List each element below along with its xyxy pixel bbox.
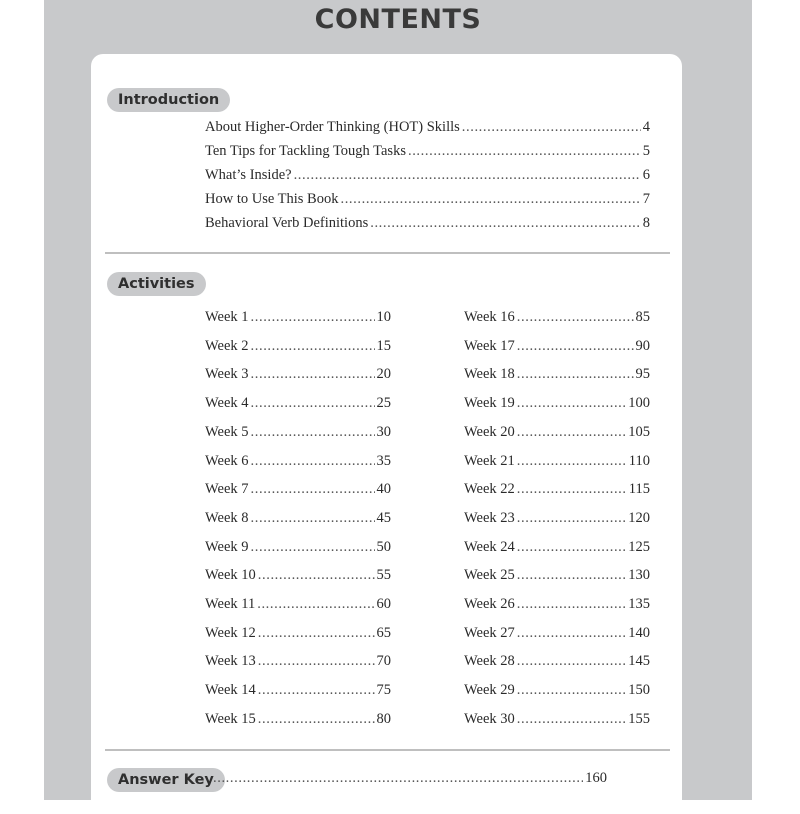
toc-entry-label: Week 1 [205,309,249,325]
dot-leader [517,682,626,699]
dot-leader [517,309,634,326]
toc-page-number: 6 [642,167,650,183]
toc-entry-week[interactable] [464,625,650,647]
toc-entry-label: Week 15 [205,710,256,727]
introduction-heading: Introduction [107,88,230,112]
dot-leader [251,539,375,556]
toc-entry-label: Week 19 [464,395,515,412]
dot-leader [294,167,641,184]
toc-page-number: 110 [628,452,650,469]
section-divider [105,749,670,751]
section-divider [105,252,670,254]
dot-leader [517,539,626,556]
toc-entry-label: Week 22 [464,481,515,498]
dot-leader [258,711,375,728]
toc-page-number: 40 [376,481,391,498]
dot-leader [251,366,375,383]
toc-entry-label: Week 7 [205,481,249,498]
answer-key-heading: Answer Key [107,768,225,792]
toc-page-number: 130 [628,567,650,584]
toc-page-number: 30 [376,423,391,440]
toc-entry-label: Week 4 [205,395,249,412]
toc-entry-week[interactable] [464,481,650,503]
toc-entry-label: About Higher-Order Thinking (HOT) Skills [205,119,460,135]
toc-entry-week[interactable] [205,453,391,475]
dot-leader [462,119,641,136]
dot-leader [517,366,634,383]
toc-entry-week[interactable] [464,309,650,331]
toc-entry-label: What’s Inside? [205,167,292,183]
toc-entry-label: Week 26 [464,596,515,612]
toc-page-number: 100 [628,395,650,412]
toc-page-number: 60 [376,596,391,612]
toc-entry-label: Week 29 [464,682,515,699]
toc-entry-label: Week 30 [464,710,515,727]
toc-entry-label: Week 16 [464,309,515,325]
toc-entry-label: Week 9 [205,538,249,555]
toc-page-number: 155 [628,710,650,727]
toc-page-number: 45 [376,509,391,526]
toc-page-number: 125 [628,538,650,555]
toc-entry-week[interactable] [205,539,391,561]
dot-leader [517,596,626,613]
dot-leader [251,424,375,441]
toc-entry-week[interactable] [464,711,650,733]
toc-entry-label: Behavioral Verb Definitions [205,215,369,231]
toc-entry-label: Week 25 [464,567,515,584]
dot-leader [517,653,626,670]
contents-card [91,54,682,814]
toc-page-number: 105 [628,423,650,440]
toc-page-number: 8 [642,215,650,231]
toc-entry-label: Week 17 [464,337,515,354]
dot-leader [251,453,375,470]
activities-heading: Activities [107,272,206,296]
toc-page-number: 65 [376,624,391,641]
dot-leader [258,567,375,584]
toc-entry-label: Week 8 [205,509,249,526]
dot-leader [517,424,626,441]
toc-page-number: 120 [628,509,650,526]
dot-leader [258,682,375,699]
toc-entry-label: Week 5 [205,423,249,440]
dot-leader [257,596,374,613]
toc-entry-week[interactable] [464,338,650,360]
dot-leader [213,770,583,787]
toc-entry-week[interactable] [464,424,650,446]
toc-entry-label: Week 12 [205,624,256,641]
dot-leader [408,143,641,160]
toc-page-number: 80 [376,710,391,727]
toc-page-number: 70 [376,653,391,670]
toc-entry-week[interactable] [205,711,391,733]
dot-leader [517,338,634,355]
toc-entry[interactable] [205,167,650,189]
dot-leader [258,625,375,642]
toc-page-number: 75 [376,682,391,699]
toc-entry-week[interactable] [464,596,650,618]
toc-entry-label: Week 3 [205,366,249,383]
toc-entry-label: Week 27 [464,624,515,641]
toc-entry-week[interactable] [464,510,650,532]
toc-page-number: 145 [628,653,650,670]
toc-entry-week[interactable] [205,366,391,388]
toc-entry-label: Week 24 [464,538,515,555]
toc-entry-week[interactable] [464,682,650,704]
toc-page-number: 7 [642,191,650,207]
toc-entry-week[interactable] [464,395,650,417]
toc-page-number: 4 [642,119,650,135]
answer-key-entry[interactable] [211,770,607,792]
toc-page-number: 95 [635,366,650,383]
toc-entry-week[interactable] [205,682,391,704]
scanned-page [44,0,752,800]
dot-leader [517,395,626,412]
toc-page-number: 140 [628,624,650,641]
dot-leader [517,567,626,584]
toc-entry-label: Week 14 [205,682,256,699]
toc-entry-week[interactable] [464,567,650,589]
dot-leader [251,395,375,412]
toc-entry-week[interactable] [205,653,391,675]
dot-leader [517,453,627,470]
dot-leader [258,653,375,670]
toc-page-number: 20 [376,366,391,383]
toc-entry-week[interactable] [205,424,391,446]
toc-entry[interactable] [205,119,650,141]
toc-page-number: 50 [376,538,391,555]
dot-leader [517,481,627,498]
dot-leader [251,510,375,527]
toc-entry-label: How to Use This Book [205,191,339,207]
dot-leader [251,338,375,355]
toc-entry-week[interactable] [464,653,650,675]
toc-entry-week[interactable] [205,567,391,589]
dot-leader [251,309,375,326]
toc-page-number: 150 [628,682,650,699]
toc-page-number: 10 [376,309,391,325]
toc-page-number: 160 [585,770,607,786]
toc-entry-label: Week 21 [464,452,515,469]
toc-entry-label: Week 18 [464,366,515,383]
toc-entry-week[interactable] [205,395,391,417]
toc-entry-week[interactable] [464,366,650,388]
toc-entry-week[interactable] [205,510,391,532]
toc-entry-label: Week 6 [205,452,249,469]
dot-leader [340,191,640,208]
toc-entry-week[interactable] [205,309,391,331]
toc-page-number: 115 [628,481,650,498]
toc-entry-label: Week 28 [464,653,515,670]
dot-leader [517,625,626,642]
toc-entry-label: Week 11 [205,596,256,612]
toc-entry[interactable] [205,215,650,237]
toc-page-number: 15 [376,337,391,354]
toc-entry[interactable] [205,143,650,165]
toc-entry-label: Week 23 [464,509,515,526]
toc-page-number: 135 [628,596,650,612]
toc-entry-label: Week 13 [205,653,256,670]
toc-entry-label: Week 10 [205,567,256,584]
toc-entry-label: Week 20 [464,423,515,440]
toc-entry-week[interactable] [205,625,391,647]
toc-page-number: 25 [376,395,391,412]
page-title: CONTENTS [314,4,482,35]
toc-entry-week[interactable] [464,539,650,561]
toc-page-number: 55 [376,567,391,584]
dot-leader [251,481,375,498]
dot-leader [517,510,626,527]
toc-page-number: 85 [635,309,650,325]
dot-leader [517,711,626,728]
dot-leader [370,215,641,232]
toc-page-number: 35 [376,452,391,469]
toc-entry-week[interactable] [205,481,391,503]
toc-entry-label: Ten Tips for Tackling Tough Tasks [205,143,406,159]
toc-entry-week[interactable] [205,596,391,618]
toc-entry-week[interactable] [464,453,650,475]
toc-page-number: 5 [642,143,650,159]
toc-page-number: 90 [635,337,650,354]
toc-entry-week[interactable] [205,338,391,360]
toc-entry[interactable] [205,191,650,213]
toc-entry-label: Week 2 [205,337,249,354]
